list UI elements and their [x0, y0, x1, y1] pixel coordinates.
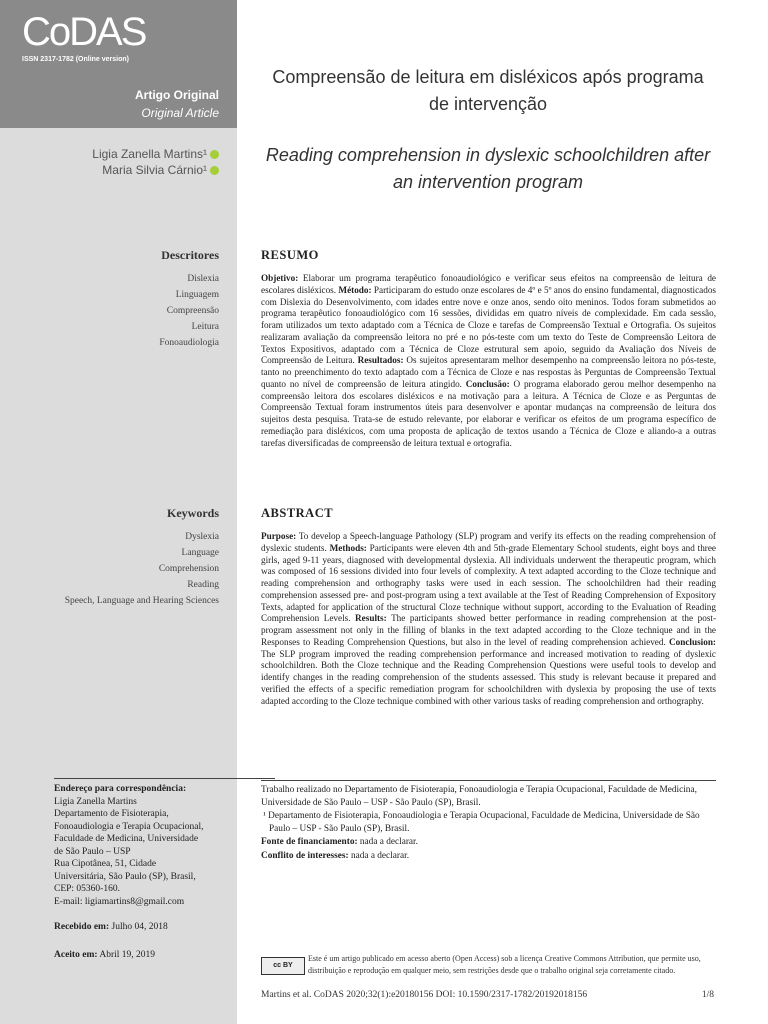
keyword: Language	[181, 548, 219, 558]
author-name: Maria Silvia Cárnio¹	[102, 163, 207, 177]
accepted-label: Aceito em:	[54, 950, 98, 960]
segment-text: The SLP program improved the reading comprehension performance and increased motivation to reading of dyslexic schoolchildren. Both the Cloze technique and the Reading Comprehension Questions were useful tools to develop and identify changes in the reading comprehension of the students assessed. This study is relevant because it prepared and verified the effects of a specific remediation program for schoolchildren with dyslexia by proposing the use of texts adapted according to the Cloze technique combined with other various tasks of reading comprehension and orthography.	[261, 648, 716, 706]
orcid-icon[interactable]	[210, 166, 219, 175]
correspondence-line: Universitária, São Paulo (SP), Brasil,	[54, 871, 196, 882]
correspondence	[54, 778, 275, 908]
descritor: Compreensão	[166, 306, 219, 316]
segment-text: O programa elaborado gerou melhor desempenho na compreensão leitora dos escolares disléxicos e na motivação para a leitura. A Técnica de Cloze e as Perguntas de Compreensão Textual foram instrumentos úteis para desenvolver e apontar mudanças na compreensão de leitura dos sujeitos desta pesquisa. Trata-se de estudo relevante, por elaborar e verificar os efeitos de um programa específico de remediação para disléxicos, com uma proposta de aplicação de textos usando a Técnica de Cloze e aliando-a a outras tarefas diversificadas de compreensão de leitura textual e ortografia.	[261, 378, 716, 448]
descritor: Dislexia	[187, 274, 219, 284]
correspondence-line: de São Paulo – USP	[54, 846, 131, 857]
footnote-conflict	[261, 850, 716, 863]
conflict-value: nada a declarar.	[348, 850, 410, 861]
abstract-text	[261, 531, 716, 707]
descritor: Leitura	[191, 322, 219, 332]
segment-label: Conclusion:	[669, 636, 716, 647]
segment-label: Método:	[338, 284, 372, 295]
author-1	[92, 146, 219, 162]
segment-text: To develop a Speech-language Pathology (SLP) program and verify its effects on the reading comprehension of dyslexic students.	[261, 531, 716, 553]
received-value: Julho 04, 2018	[109, 922, 168, 932]
resumo-heading: RESUMO	[261, 248, 319, 262]
license-text: Este é um artigo publicado em acesso aberto (Open Access) sob a licença Creative Commons Attribution, que permite uso, distribuição e reprodução em qualquer meio, sem restrições desde que o trabalho original seja corretamente citado.	[308, 954, 701, 975]
segment-text: The participants showed better performance in reading comprehension at the post-program assessment not only in the filling of blanks in the text adapted according to the Cloze technique and in the Responses to Reading Comprehension Questions, but also in the level of reading comprehension achieved.	[261, 613, 717, 647]
resumo-text	[261, 273, 716, 449]
article-type-en: Original Article	[141, 106, 219, 120]
orcid-icon[interactable]	[210, 150, 219, 159]
author-name: Ligia Zanella Martins¹	[92, 147, 207, 161]
correspondence-line: Fonoaudiologia e Terapia Ocupacional,	[54, 821, 204, 832]
article-type	[135, 86, 219, 122]
correspondence-line: Departamento de Fisioterapia,	[54, 809, 169, 819]
correspondence-label: Endereço para correspondência:	[54, 784, 187, 794]
received-label: Recebido em:	[54, 922, 110, 932]
journal-logo: CoDAS	[22, 10, 146, 54]
title-en: Reading comprehension in dyslexic schoolchildren after an intervention program	[265, 145, 711, 192]
funding-value: nada a declarar.	[357, 837, 418, 847]
descritores-block	[159, 248, 219, 351]
conflict-label: Conflito de interesses:	[261, 850, 349, 861]
abstract-section	[261, 506, 716, 707]
author-2	[92, 162, 219, 178]
article-type-pt: Artigo Original	[135, 88, 219, 102]
descritor: Fonoaudiologia	[159, 338, 219, 348]
cc-license-badge[interactable]: cc BY	[261, 957, 305, 975]
segment-label: Purpose:	[261, 531, 297, 541]
correspondence-line: CEP: 05360-160.	[54, 884, 120, 894]
keywords-heading: Keywords	[167, 506, 219, 520]
accepted-value: Abril 19, 2019	[97, 950, 156, 960]
segment-label: Resultados:	[357, 355, 404, 366]
correspondence-line: Faculdade de Medicina, Universidade	[54, 834, 199, 844]
footnote-funding	[261, 836, 716, 849]
keyword: Reading	[187, 580, 219, 590]
correspondence-email[interactable]: E-mail: ligiamartins8@gmail.com	[54, 896, 185, 907]
title-pt: Compreensão de leitura em disléxicos após programa de intervenção	[272, 67, 704, 114]
keyword: Speech, Language and Hearing Sciences	[64, 596, 219, 606]
funding-label: Fonte de financiamento:	[261, 837, 358, 847]
segment-label: Conclusão:	[465, 378, 510, 389]
descritores-heading: Descritores	[161, 248, 219, 262]
authors	[92, 146, 219, 178]
correspondence-line: Ligia Zanella Martins	[54, 796, 137, 807]
segment-label: Objetivo:	[261, 273, 299, 283]
brand-box	[0, 0, 237, 128]
segment-text: Elaborar um programa terapêutico fonoaudiológico e verificar seus efeitos na compreensão de leitura de escolares disléxicos.	[261, 273, 716, 295]
footnote-affiliation: ¹ Departamento de Fisioterapia, Fonoaudiologia e Terapia Ocupacional, Faculdade de Medicina, Universidade de São Paulo – USP - São Paulo (SP), Brasil.	[263, 811, 700, 834]
issn: ISSN 2317-1782 (Online version)	[22, 56, 129, 63]
correspondence-line: Rua Cipotânea, 51, Cidade	[54, 859, 157, 869]
keywords-block	[59, 506, 219, 607]
keyword: Dyslexia	[185, 532, 219, 542]
footnotes	[261, 780, 716, 863]
segment-label: Results:	[355, 613, 387, 624]
accepted-date	[54, 950, 155, 960]
segment-label: Methods:	[329, 542, 367, 553]
abstract-heading: ABSTRACT	[261, 506, 334, 520]
citation: Martins et al. CoDAS 2020;32(1):e20180156 DOI: 10.1590/2317-1782/20192018156	[261, 990, 588, 1000]
descritor: Linguagem	[175, 290, 219, 300]
sidebar	[0, 0, 237, 1024]
segment-text: Participaram do estudo onze escolares de 4º e 5º anos do ensino fundamental, diagnosticados com Dislexia do Desenvolvimento, com idades entre nove e onze anos, sendo oito meninos. Todos foram submetidos ao programa terapêutico fonoaudiológico com 16 sessões, divididas em quatro níveis de complexidade. Em cada sessão, foram utilizados um texto adaptado com a Técnica de Cloze e tarefas de Compreensão Textual e Ortografia. Os sujeitos realizaram avaliação da compreensão leitora no pré e no pós-teste com um texto do Teste de Compreensão Leitora de Textos Expositivos, adaptado com a Técnica de Cloze estrutural sem apoio, seguido da Avaliação dos Níveis de Compreensão de Leitura.	[261, 284, 716, 366]
keyword: Comprehension	[158, 564, 219, 574]
footnote-work: Trabalho realizado no Departamento de Fisioterapia, Fonoaudiologia e Terapia Ocupacional, Faculdade de Medicina, Universidade de São Paulo – USP - São Paulo (SP), Brasil.	[261, 785, 697, 808]
segment-text: Os sujeitos apresentaram melhor desempenho na compreensão leitora no pós-teste, tanto no preenchimento do texto adaptado com a Técnica de Cloze e nas respostas às Perguntas de Compreensão Textual quanto no nível de compreensão de leitura atingido.	[261, 355, 717, 389]
segment-text: Participants were eleven 4th and 5th-grade Elementary School students, eight boys and three girls, aged 9-11 years, diagnosed with developmental dyslexia. All individuals underwent the therapeutic program, which was composed of 16 sessions divided into four levels of complexity. A text adapted according to the Cloze technique and reading comprehension and orthography tasks were used in each session. The schoolchildren had their reading comprehension assessed pre- and post-program using a text available at the Test of Reading Comprehension of Expository Texts, adapted for application of the structural Cloze technique without support, according to the Evaluation of Reading Comprehension Levels.	[261, 542, 717, 624]
page-number: 1/8	[701, 990, 714, 1000]
received-date	[54, 922, 168, 932]
resumo-section	[261, 248, 716, 449]
